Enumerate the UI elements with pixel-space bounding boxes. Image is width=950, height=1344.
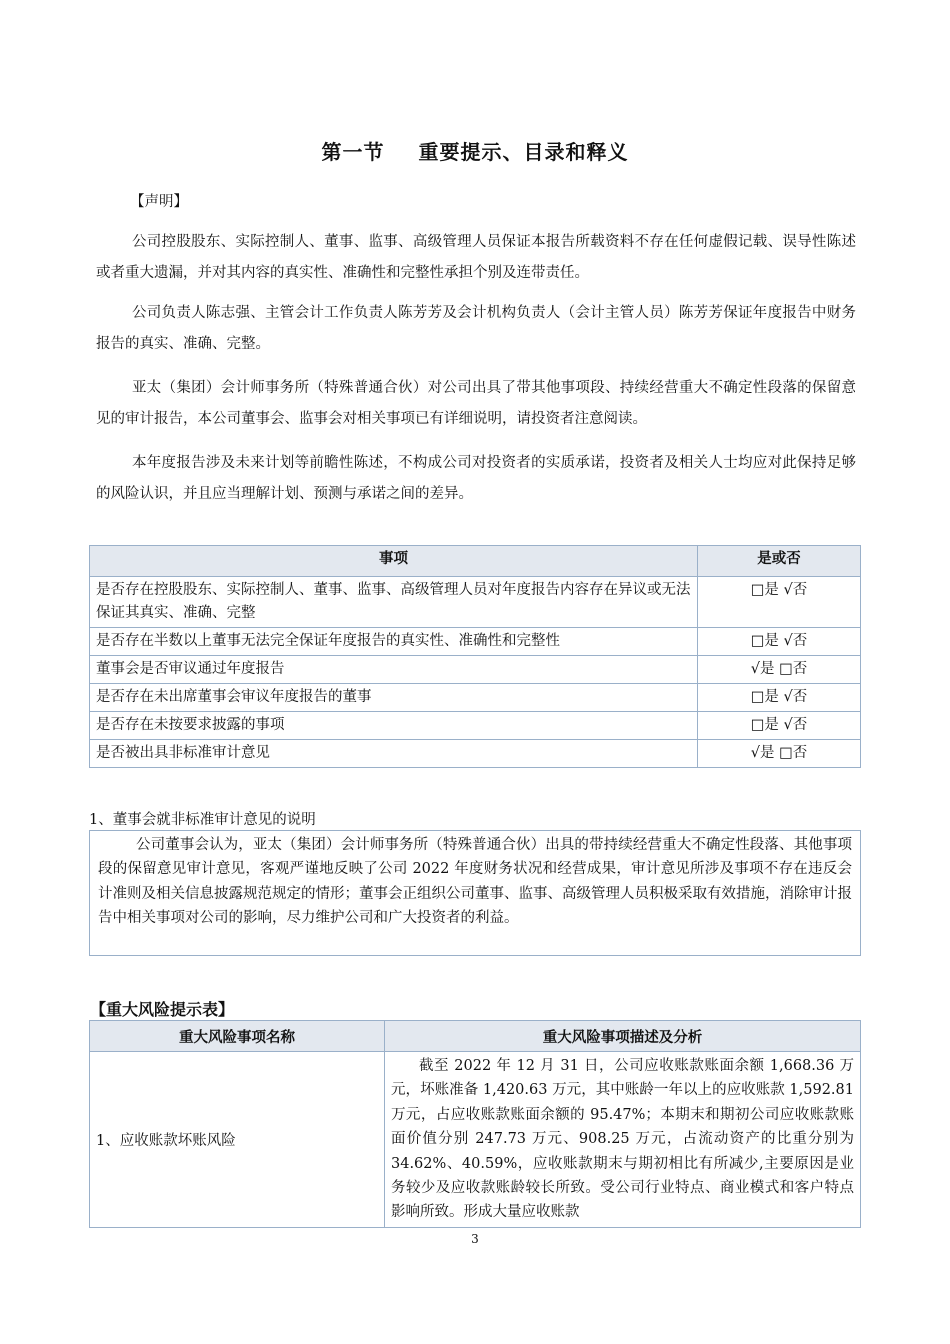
declaration-paragraph-1: 公司控股股东、实际控制人、董事、监事、高级管理人员保证本报告所载资料不存在任何虚假记载、误导性陈述或者重大遗漏，并对其内容的真实性、准确性和完整性承担个别及连带责任。 <box>96 234 856 281</box>
row-item: 是否存在半数以上董事无法完全保证年度报告的真实性、准确性和完整性 <box>90 628 698 656</box>
declaration-paragraph-4: 本年度报告涉及未来计划等前瞻性陈述，不构成公司对投资者的实质承诺，投资者及相关人士均应对此保持足够的风险认识，并且应当理解计划、预测与承诺之间的差异。 <box>96 455 856 502</box>
risk-table <box>89 1020 861 1228</box>
risk-name: 1、应收账款坏账风险 <box>90 1052 385 1228</box>
risk-table-title: 【重大风险提示表】 <box>90 1000 235 1019</box>
page-number: 3 <box>471 1232 479 1246</box>
section-heading: 重要提示、目录和释义 <box>418 140 629 164</box>
risk-header-row <box>90 1021 861 1052</box>
declaration-label: 【声明】 <box>130 194 188 210</box>
row-item: 是否存在未出席董事会审议年度报告的董事 <box>90 684 698 712</box>
row-answer: □是 √否 <box>698 684 861 712</box>
table-row <box>90 684 861 712</box>
audit-opinion-heading: 1、董事会就非标准审计意见的说明 <box>89 812 316 828</box>
row-item: 董事会是否审议通过年度报告 <box>90 656 698 684</box>
risk-description: 截至 2022 年 12 月 31 日，公司应收账款账面余额 1,668.36 万元，坏账准备 1,420.63 万元，其中账龄一年以上的应收账款 1,592.81 万元，占应收账款账面余额的 95.47%；本期末和期初公司应收账款账面价值分别 247.73 万元、908.25 万元，占流动资产的比重分别为 34.62%、40.59%，应收账款期末与期初相比有所减少,主要原因是业务较少及应收款账龄较长所致。受公司行业特点、商业模式和客户特点影响所致。形成大量应收账款 <box>385 1052 861 1228</box>
section-number: 第一节 <box>321 140 385 164</box>
row-item: 是否存在未按要求披露的事项 <box>90 712 698 740</box>
row-answer: □是 √否 <box>698 628 861 656</box>
row-answer: √是 □否 <box>698 656 861 684</box>
section-title <box>0 136 950 165</box>
header-item: 事项 <box>90 546 698 577</box>
confirmation-table <box>89 545 861 768</box>
audit-opinion-box <box>89 830 861 956</box>
table-row <box>90 628 861 656</box>
row-item: 是否被出具非标准审计意见 <box>90 740 698 768</box>
table-row <box>90 577 861 628</box>
audit-opinion-text: 公司董事会认为，亚太（集团）会计师事务所（特殊普通合伙）出具的带持续经营重大不确定性段落、其他事项段的保留意见审计意见，客观严谨地反映了公司 2022 年度财务状况和经营成果，审计意见所涉及事项不存在违反会计准则及相关信息披露规范规定的情形；董事会正组织公司董事、监事、高级管理人员积极采取有效措施，消除审计报告中相关事项对公司的影响，尽力维护公司和广大投资者的利益。 <box>98 837 852 927</box>
table-header-row <box>90 546 861 577</box>
risk-header-description: 重大风险事项描述及分析 <box>385 1021 861 1052</box>
row-answer: √是 □否 <box>698 740 861 768</box>
row-answer: □是 √否 <box>698 577 861 628</box>
declaration-paragraph-2: 公司负责人陈志强、主管会计工作负责人陈芳芳及会计机构负责人（会计主管人员）陈芳芳保证年度报告中财务报告的真实、准确、完整。 <box>96 305 856 352</box>
table-row <box>90 712 861 740</box>
risk-row <box>90 1052 861 1228</box>
declaration-paragraph-3: 亚太（集团）会计师事务所（特殊普通合伙）对公司出具了带其他事项段、持续经营重大不确定性段落的保留意见的审计报告，本公司董事会、监事会对相关事项已有详细说明，请投资者注意阅读。 <box>96 380 856 427</box>
risk-header-name: 重大风险事项名称 <box>90 1021 385 1052</box>
row-item: 是否存在控股股东、实际控制人、董事、监事、高级管理人员对年度报告内容存在异议或无法保证其真实、准确、完整 <box>90 577 698 628</box>
header-answer: 是或否 <box>698 546 861 577</box>
row-answer: □是 √否 <box>698 712 861 740</box>
table-row <box>90 656 861 684</box>
table-row <box>90 740 861 768</box>
